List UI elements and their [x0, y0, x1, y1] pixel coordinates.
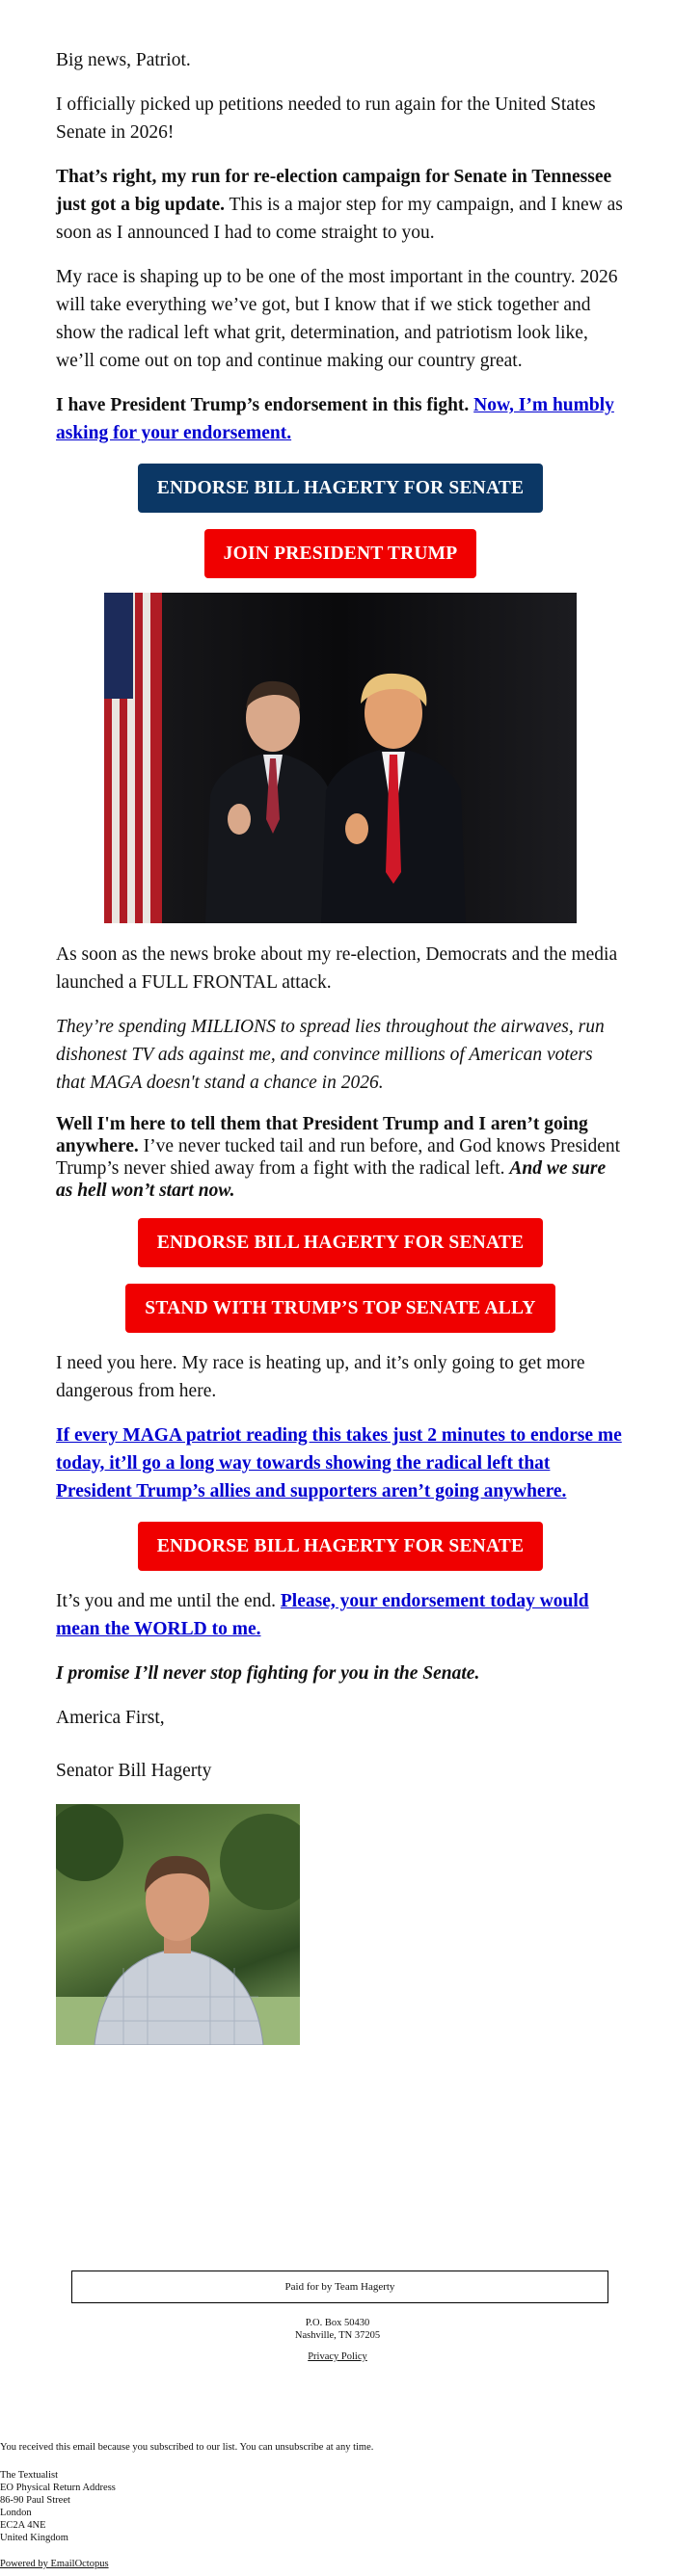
powered-by-link[interactable]: Powered by EmailOctopus — [0, 2559, 109, 2569]
endorse-button-2[interactable]: ENDORSE BILL HAGERTY FOR SENATE — [138, 1218, 543, 1267]
maga-patriot-link[interactable]: If every MAGA patriot reading this takes just 2 minutes to endorse me today, it’ll go a long way towards showing the radical left that President Trump’s allies and supporters aren’t going anywhere. — [56, 1425, 622, 1501]
stand-with-trump-button[interactable]: STAND WITH TRUMP’S TOP SENATE ALLY — [125, 1284, 554, 1333]
paragraph-promise: I promise I’ll never stop fighting for you in the Senate. — [56, 1663, 480, 1684]
email-body — [56, 46, 625, 2045]
paragraph-until-end — [56, 1587, 625, 1643]
paragraph-maga-patriot — [56, 1421, 625, 1505]
join-trump-button[interactable]: JOIN PRESIDENT TRUMP — [204, 529, 477, 578]
endorse-button-3[interactable]: ENDORSE BILL HAGERTY FOR SENATE — [138, 1522, 543, 1571]
signature: Senator Bill Hagerty — [56, 1761, 212, 1781]
hagerty-headshot — [56, 1804, 300, 2045]
headshot-illustration — [56, 1804, 300, 2045]
photo-illustration — [104, 593, 577, 923]
world-to-me-link[interactable]: Please, your endorsement today would mean the WORLD to me. — [56, 1591, 589, 1639]
bold-italic-text: And we sure as hell won’t start now. — [56, 1158, 607, 1201]
subscription-notice: You received this email because you subscribed to our list. You can unsubscribe at any time. — [0, 2442, 374, 2453]
campaign-address — [0, 2317, 675, 2342]
address-line: The Textualist — [0, 2470, 59, 2481]
endorsement-link[interactable]: Now, I’m humbly asking for your endorsement. — [56, 395, 614, 443]
greeting: Big news, Patriot. — [56, 50, 191, 70]
paragraph-not-going-anywhere — [56, 1113, 625, 1202]
text: This is a major step for my campaign, and I knew as soon as I announced I had to come straight to you. — [56, 195, 623, 243]
signoff: America First, — [56, 1708, 165, 1728]
text: It’s you and me until the end. — [56, 1591, 281, 1611]
endorse-button[interactable]: ENDORSE BILL HAGERTY FOR SENATE — [138, 464, 543, 513]
paragraph-race: My race is shaping up to be one of the most important in the country. 2026 will take everything we’ve got, but I know that if we stick together and show the radical left what grit, determination, and patriotism look like, we’ll come out on top and continue making our country great. — [56, 267, 618, 371]
address-line: EC2A 4NE — [0, 2520, 46, 2531]
address-line: United Kingdom — [0, 2533, 68, 2543]
bold-text: I have President Trump’s endorsement in this fight. — [56, 395, 474, 415]
bold-text: Well I'm here to tell them that President Trump and I aren’t going anywhere. — [56, 1114, 588, 1156]
paid-for-box — [71, 2271, 608, 2303]
paragraph-attack: As soon as the news broke about my re-election, Democrats and the media launched a FULL FRONTAL attack. — [56, 944, 618, 993]
paragraph-petitions: I officially picked up petitions needed to run again for the United States Senate in 2026! — [56, 94, 596, 143]
paragraph-endorsement — [56, 391, 625, 447]
address-line: EO Physical Return Address — [0, 2483, 116, 2493]
paid-for-text: Paid for by Team Hagerty — [284, 2281, 395, 2293]
paragraph-reelection — [56, 163, 625, 247]
american-flag — [104, 593, 162, 923]
address-line: 86-90 Paul Street — [0, 2495, 70, 2506]
paragraph-millions: They’re spending MILLIONS to spread lies throughout the airwaves, run dishonest TV ads against me, and convince millions of American voters that MAGA doesn't stand a chance in 2026. — [56, 1017, 605, 1093]
privacy-policy-link[interactable]: Privacy Policy — [308, 2351, 367, 2362]
sender-address — [0, 2469, 116, 2544]
paragraph-need-you: I need you here. My race is heating up, and it’s only going to get more dangerous from here. — [56, 1353, 585, 1401]
address-line: Nashville, TN 37205 — [294, 2330, 381, 2341]
hagerty-trump-photo[interactable] — [104, 593, 577, 923]
address-line: London — [0, 2508, 32, 2518]
address-line: P.O. Box 50430 — [305, 2318, 370, 2328]
text: I’ve never tucked tail and run before, and God knows President Trump’s never shied away from a fight with the radical left. — [56, 1136, 621, 1179]
bold-text: That’s right, my run for re-election campaign for Senate in Tennessee just got a big update. — [56, 167, 612, 215]
